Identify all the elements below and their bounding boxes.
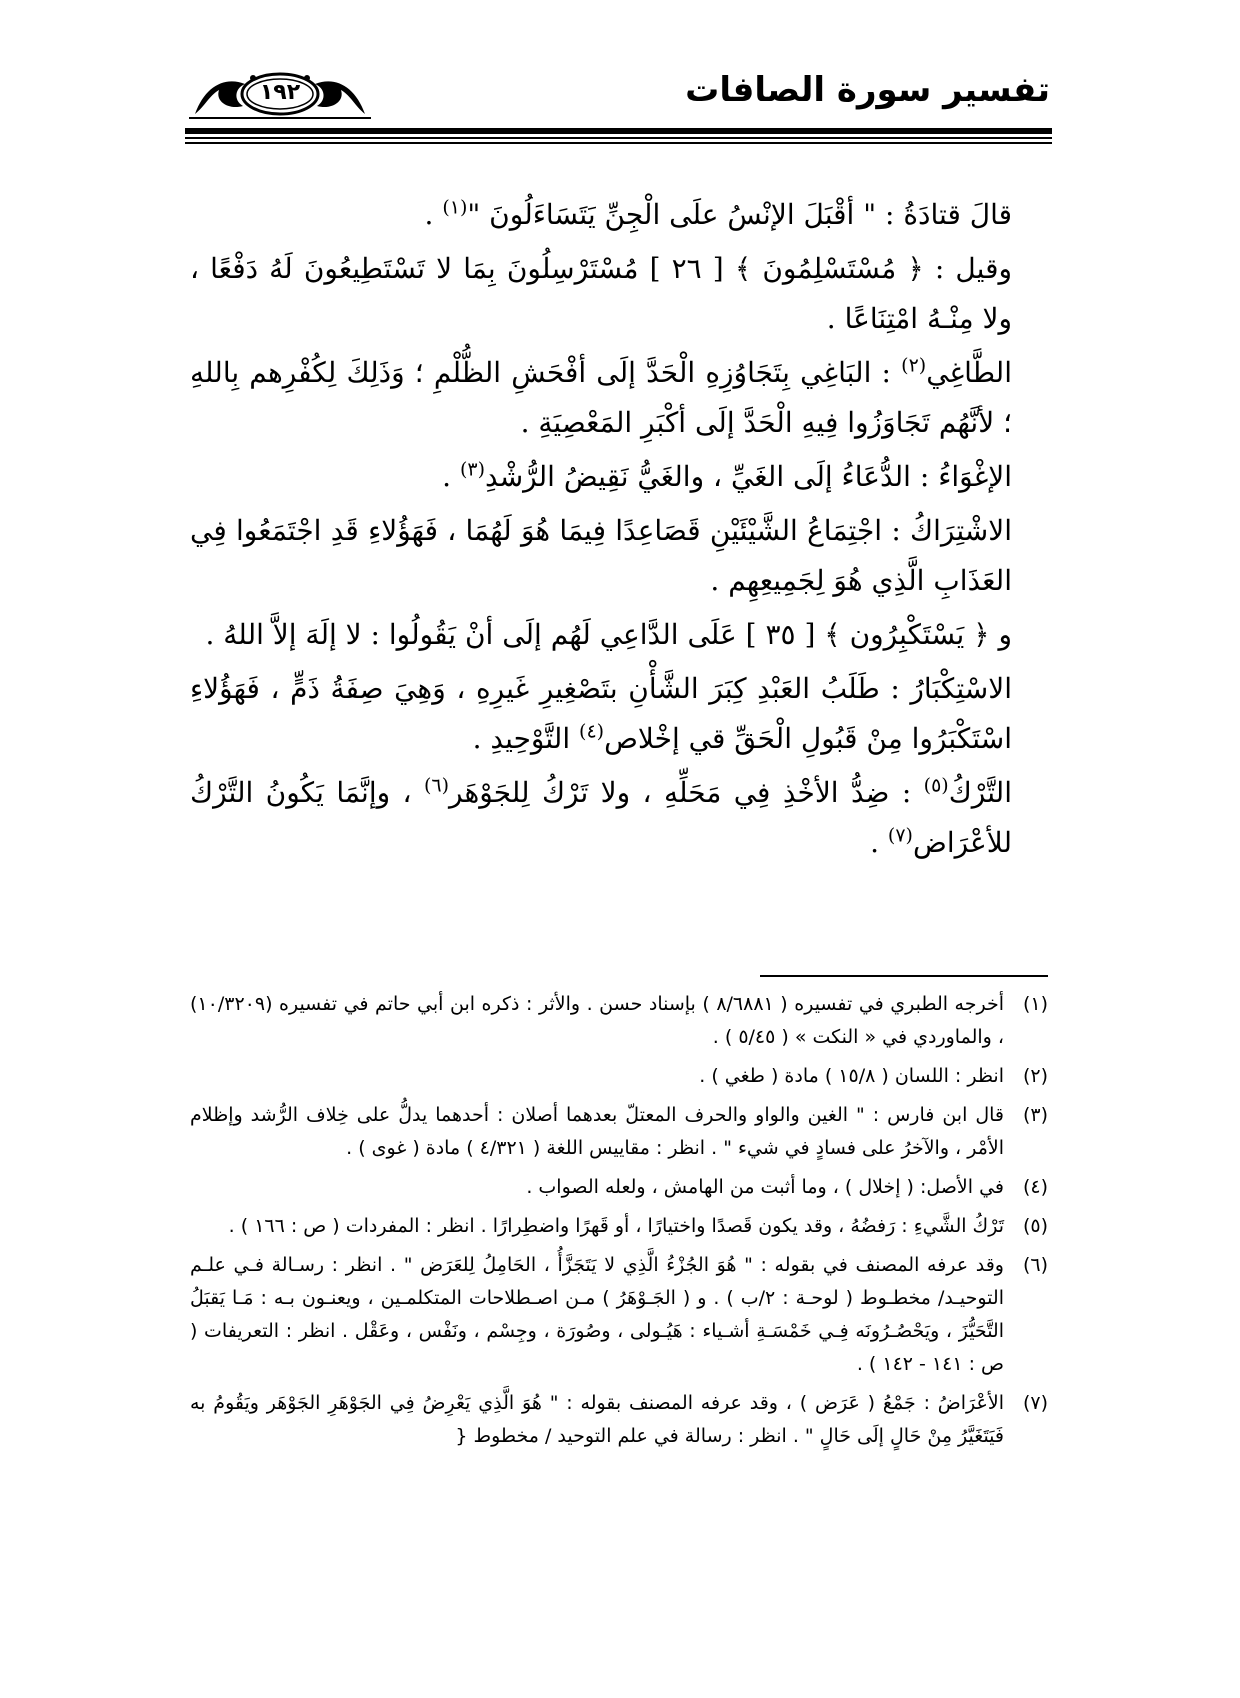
footnote-ref[interactable]: (٣) — [459, 458, 485, 481]
footnote-number: (٦) — [1022, 1254, 1048, 1276]
footnote-number: (٧) — [1022, 1392, 1048, 1414]
footnote-number: (٢) — [1022, 1065, 1048, 1087]
footnote-item — [190, 1387, 1048, 1453]
footnote-number: (٣) — [1022, 1104, 1048, 1126]
footnote-text: وقد عرفه المصنف في بقوله : " هُوَ الجُزْءُ الَّذِي لا يَتَجَزَّأُ ، الحَامِلُ لِلعَرَض " . انظر : رسـالة فـي علـم التوحيـد/ مخطـوط ( لوحـة : ٢/ب ) . و ( الجَـوْهَرُ ) مـن اصـطلاحات المتكلمـين ، ويعنـون بـه : مَـا يَقبَلُ التَّحَيُّزَ ، ويَحْصُـرُونَه فِـي خَمْسَـةِ أشـياء : هَيُـولى ، وصُورَة ، وجِسْم ، ونَفْس ، وعَقْل . انظر : التعريفات ( ص : ١٤١ - ١٤٢ ) . — [190, 1254, 1004, 1375]
footnote-ref[interactable]: (٥) — [923, 774, 949, 797]
paragraph: و ﴿ يَسْتَكْبِرُون ﴾ [ ٣٥ ] عَلَى الدَّاعِي لَهُم إلَى أنْ يَقُولُوا : لا إلَهَ إلاَّ اللهُ . — [205, 618, 1012, 651]
footnote-text: انظر : اللسان ( ١٥/٨ ) مادة ( طغي ) . — [699, 1065, 1004, 1087]
paragraph: الاسْتِكْبَارُ : طَلَبُ العَبْدِ كِبَرَ الشَّأْنِ بتَصْغِيرِ غَيرِهِ ، وَهِيَ صِفَةُ ذَمٍّ ، فَهَؤُلاءِ اسْتَكْبَرُوا مِنْ قَبُولِ الْحَقِّ قي إخْلاص$^{(٤)}$ التَّوْحِيدِ . — [190, 672, 1012, 755]
footnote-item — [190, 1249, 1048, 1381]
footnote-ref[interactable]: (١) — [442, 196, 468, 219]
page-title: تفسير سورة الصافات — [685, 70, 1050, 110]
header-rule-thick — [185, 128, 1052, 134]
footnotes — [190, 988, 1048, 1459]
footnote-text: أخرجه الطبري في تفسيره ( ٨/٦٨٨١ ) بإسناد حسن . والأثر : ذكره ابن أبي حاتم في تفسيره (١٠/٣٢٠٩) ، والماوردي في « النكت » ( ٥/٤٥ ) . — [190, 993, 1004, 1048]
footnote-text: الأعْرَاضُ : جَمْعُ ( عَرَض ) ، وقد عرفه المصنف بقوله : " هُوَ الَّذِي يَعْرِضُ فِي الجَوْهَرِ الجَوْهَر ويَقُومُ به فَيَتَغَيَّرُ مِنْ حَالٍ إلَى حَالٍ " . انظر : رسالة في علم التوحيد / مخطوط { — [190, 1392, 1004, 1447]
header-rule-thin — [185, 137, 1052, 139]
paragraph: وقيل : ﴿ مُسْتَسْلِمُونَ ﴾ [ ٢٦ ] مُسْتَرْسِلُونَ بِمَا لا تَسْتَطِيعُونَ لَهُ دَفْعًا ، ولا مِنْـهُ امْتِنَاعًا . — [190, 252, 1012, 335]
footnote-separator — [760, 975, 1048, 977]
footnote-ref[interactable]: (٧) — [887, 824, 913, 847]
paragraph: التَّرْكُ$^{(٥)}$ : ضِدُّ الأخْذِ فِي مَحَلِّهِ ، ولا تَرْكُ لِلجَوْهَر$^{(٦)}$ ، وإنَّمَا يَكُونُ التَّرْكُ للأعْرَاض$^{(٧)}$ . — [190, 774, 1012, 859]
body-text — [190, 190, 1048, 872]
footnote-text: قال ابن فارس : " الغين والواو والحرف المعتلّ بعدهما أصلان : أحدهما يدلُّ على خِلاف الرُّشد وإظلام الأمْر ، والآخرُ على فسادٍ في شيء " . انظر : مقاييس اللغة ( ٤/٣٢١ ) مادة ( غوى ) . — [190, 1104, 1004, 1159]
paragraph: الاشْتِرَاكُ : اجْتِمَاعُ الشَّيْئَيْنِ قَصَاعِدًا فِيمَا هُوَ لَهُمَا ، فَهَؤُلاءِ قَدِ اجْتَمَعُوا فِي العَذَابِ الَّذِي هُوَ لِجَمِيعِهِم . — [190, 514, 1012, 597]
header-rule-thin — [185, 142, 1052, 144]
footnote-text: في الأصل: ( إخلال ) ، وما أثبت من الهامش ، ولعله الصواب . — [526, 1176, 1004, 1198]
footnote-number: (٤) — [1022, 1176, 1048, 1198]
footnote-item — [190, 1210, 1048, 1243]
footnote-text: تَرْكُ الشَّيءِ : رَفضُهُ ، وقد يكون قَصدًا واختيارًا ، أو قَهرًا واضطِرارًا . انظر : المفردات ( ص : ١٦٦ ) . — [228, 1215, 1004, 1237]
footnote-number: (١) — [1022, 993, 1048, 1015]
footnote-item — [190, 1099, 1048, 1165]
paragraph: الطَّاغِي$^{(٢)}$ : البَاغِي بِتَجَاوُزِهِ الْحَدَّ إلَى أفْحَشِ الظُّلْمِ ؛ وَذَلِكَ لِكُفْرِهم بِاللهِ ؛ لأنَّهُم تَجَاوَزُوا فِيهِ الْحَدَّ إلَى أكْبَرِ المَعْصِيَةِ . — [190, 354, 1012, 439]
footnote-ref[interactable]: (٤) — [579, 720, 605, 743]
footnote-item — [190, 1060, 1048, 1093]
footnote-ref[interactable]: (٦) — [423, 774, 450, 797]
footnote-number: (٥) — [1022, 1215, 1048, 1237]
footnote-item — [190, 988, 1048, 1054]
page-number: ١٩٢ — [259, 80, 301, 105]
footnote-item — [190, 1171, 1048, 1204]
paragraph: قالَ قتادَةُ : " أقْبَلَ الإنْسُ علَى الْجِنِّ يَتَسَاءَلُونَ "$^{(١)}$ . — [424, 196, 1012, 231]
paragraph: الإغْوَاءُ : الدُّعَاءُ إلَى الغَيِّ ، والغَيُّ نَقِيضُ الرُّشْدِ$^{(٣)}$ . — [442, 458, 1012, 493]
footnote-ref[interactable]: (٢) — [901, 354, 927, 377]
